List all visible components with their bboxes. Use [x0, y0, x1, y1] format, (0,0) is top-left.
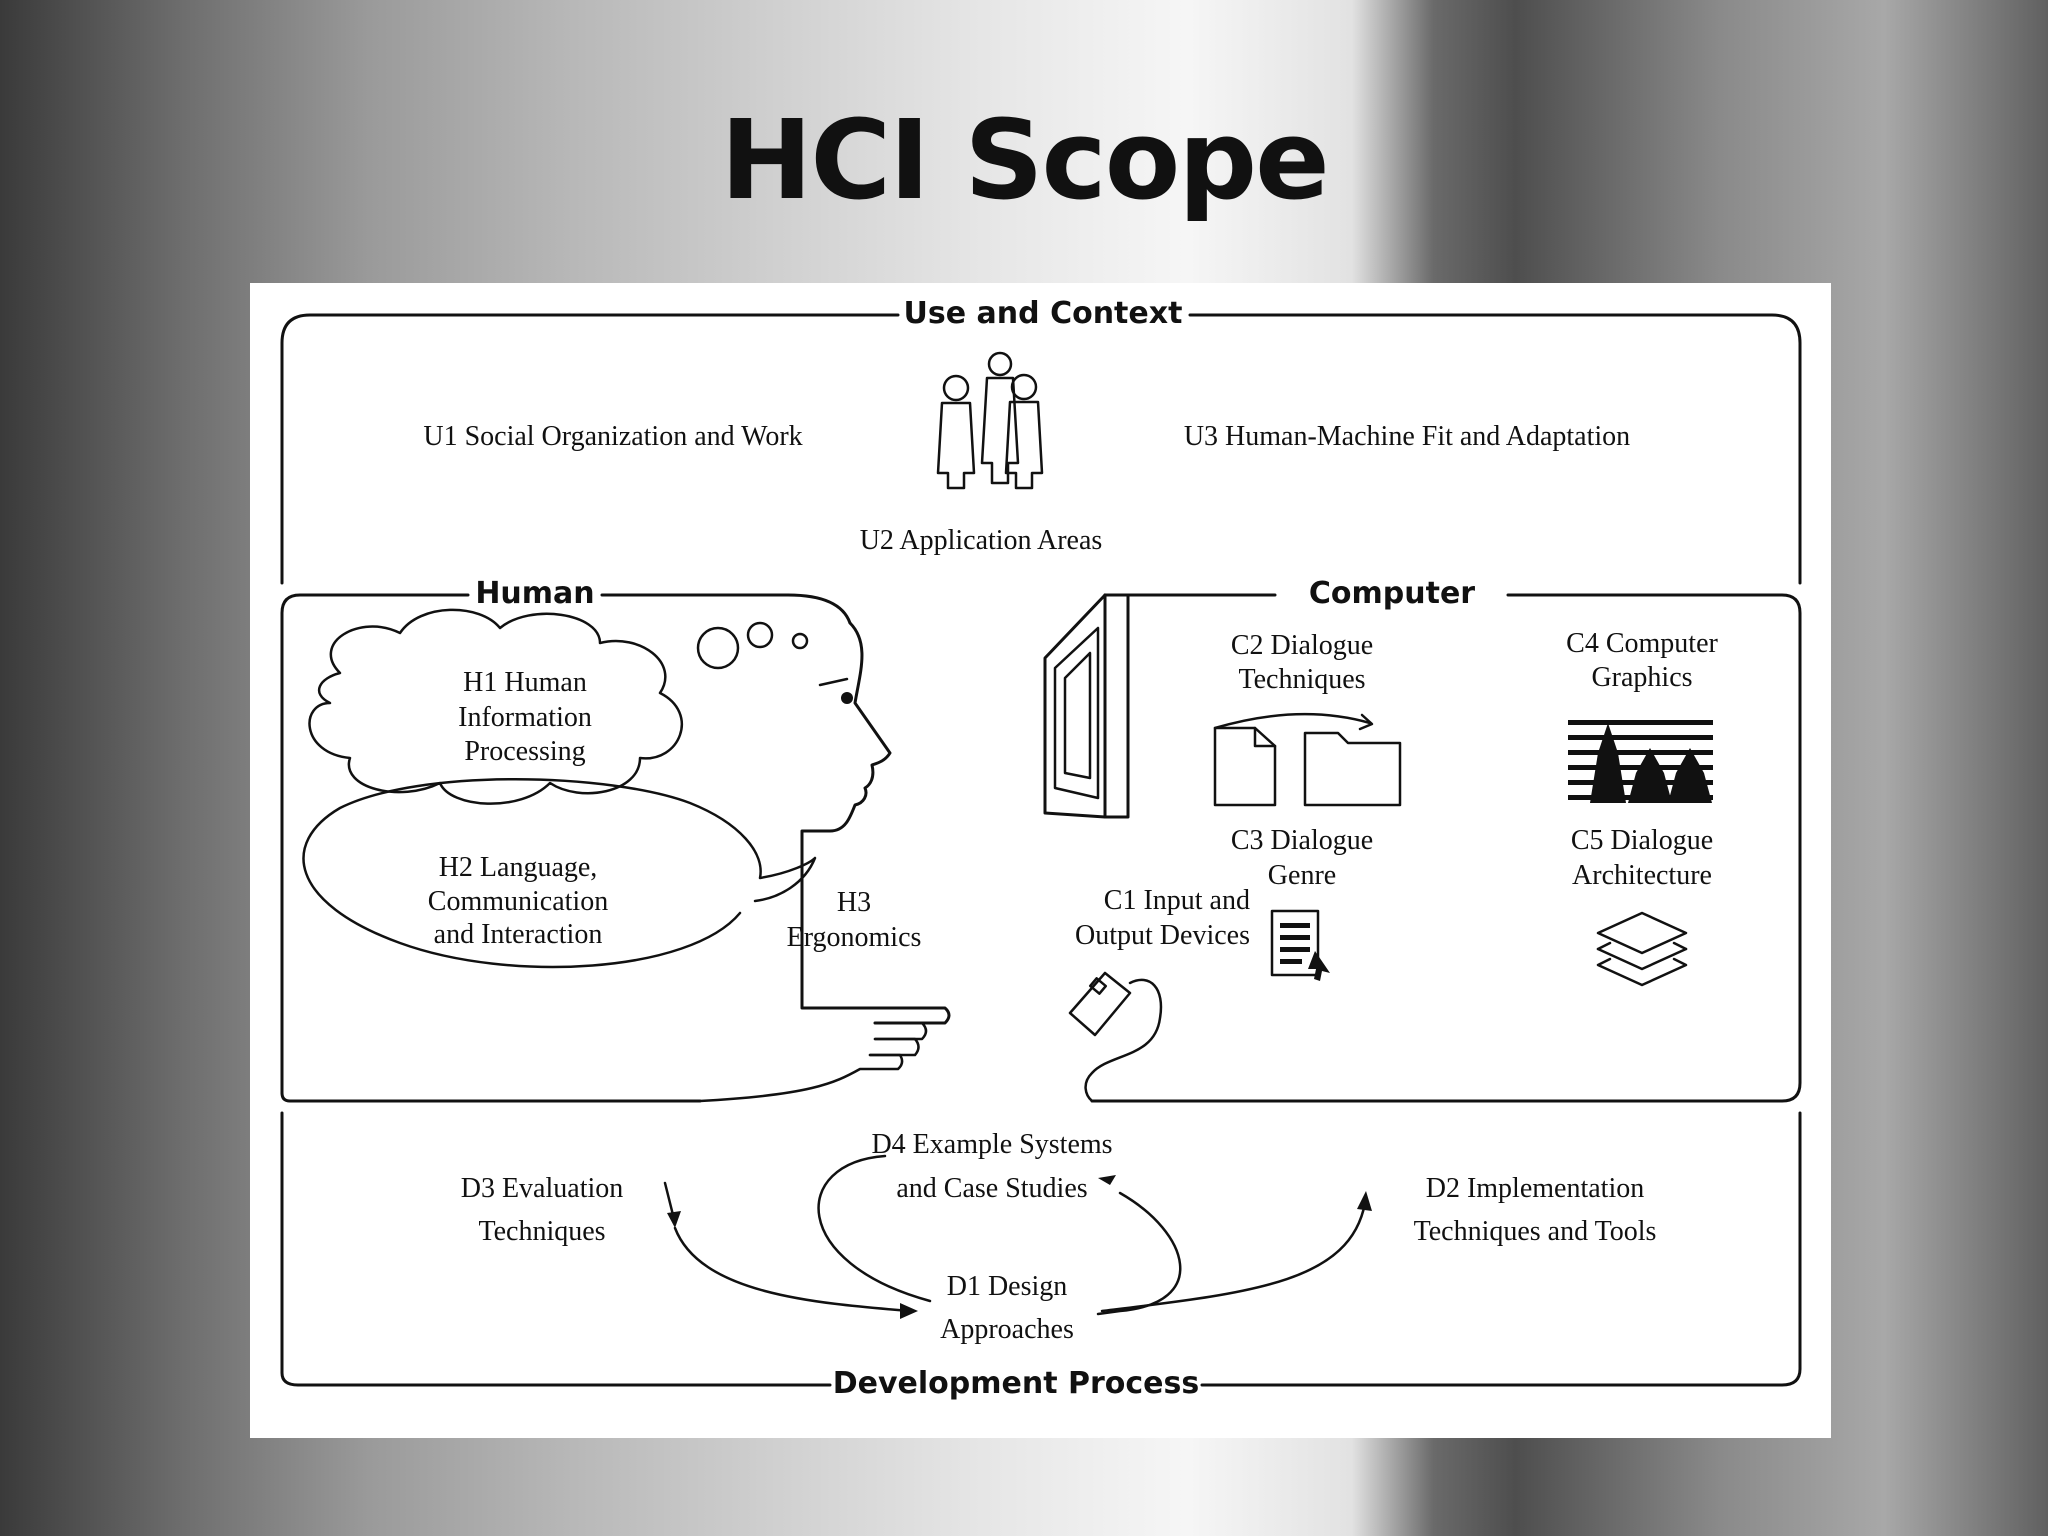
u2-application-areas-label: U2 Application Areas — [859, 525, 1103, 556]
c3-line-2: Genre — [1267, 860, 1337, 891]
u1-social-organization-label: U1 Social Organization and Work — [423, 421, 803, 452]
d3-line-1: D3 Evaluation — [460, 1173, 624, 1204]
hci-scope-diagram — [250, 283, 1831, 1438]
mouse-icon — [1070, 973, 1161, 1101]
c5-line-1: C5 Dialogue — [1570, 825, 1714, 856]
d4-line-1: D4 Example Systems — [871, 1129, 1113, 1160]
d4-line-2: and Case Studies — [896, 1173, 1088, 1204]
h2-line-2: Communication — [427, 886, 609, 917]
section-label-computer: Computer — [1308, 576, 1476, 611]
h3-line-2: Ergonomics — [786, 922, 922, 953]
slide-title: HCI Scope — [720, 96, 1328, 224]
h3-line-1: H3 — [836, 887, 872, 918]
people-group-icon — [938, 353, 1042, 488]
section-label-use-and-context: Use and Context — [903, 296, 1183, 331]
c5-line-2: Architecture — [1572, 860, 1712, 891]
layers-icon — [1598, 913, 1686, 985]
section-label-development-process: Development Process — [832, 1366, 1200, 1401]
d3-line-2: Techniques — [478, 1216, 606, 1247]
h1-line-2: Information — [458, 702, 592, 733]
u3-human-machine-fit-label: U3 Human-Machine Fit and Adaptation — [1183, 421, 1631, 452]
c4-line-1: C4 Computer — [1566, 628, 1718, 659]
graphics-bars-icon — [1568, 720, 1713, 803]
h1-line-1: H1 Human — [463, 667, 587, 698]
c2-line-1: C2 Dialogue — [1230, 630, 1374, 661]
form-document-icon — [1272, 911, 1330, 981]
d1-line-1: D1 Design — [946, 1271, 1068, 1302]
section-label-human: Human — [475, 576, 595, 611]
h1-line-3: Processing — [464, 736, 586, 767]
d2-line-1: D2 Implementation — [1425, 1173, 1645, 1204]
d1-line-2: Approaches — [940, 1314, 1074, 1345]
c1-line-2: Output Devices — [1075, 920, 1250, 951]
h2-line-3: and Interaction — [433, 919, 603, 950]
c4-line-2: Graphics — [1591, 662, 1693, 693]
diagram-canvas — [250, 283, 1831, 1438]
d2-line-2: Techniques and Tools — [1413, 1216, 1657, 1247]
pointing-hand-icon — [700, 995, 949, 1101]
c1-line-1: C1 Input and — [1103, 885, 1250, 916]
monitor-icon — [1045, 595, 1128, 817]
h2-line-1: H2 Language, — [438, 852, 598, 883]
documents-icon — [1215, 714, 1400, 805]
c3-line-1: C3 Dialogue — [1230, 825, 1374, 856]
c2-line-2: Techniques — [1238, 664, 1366, 695]
